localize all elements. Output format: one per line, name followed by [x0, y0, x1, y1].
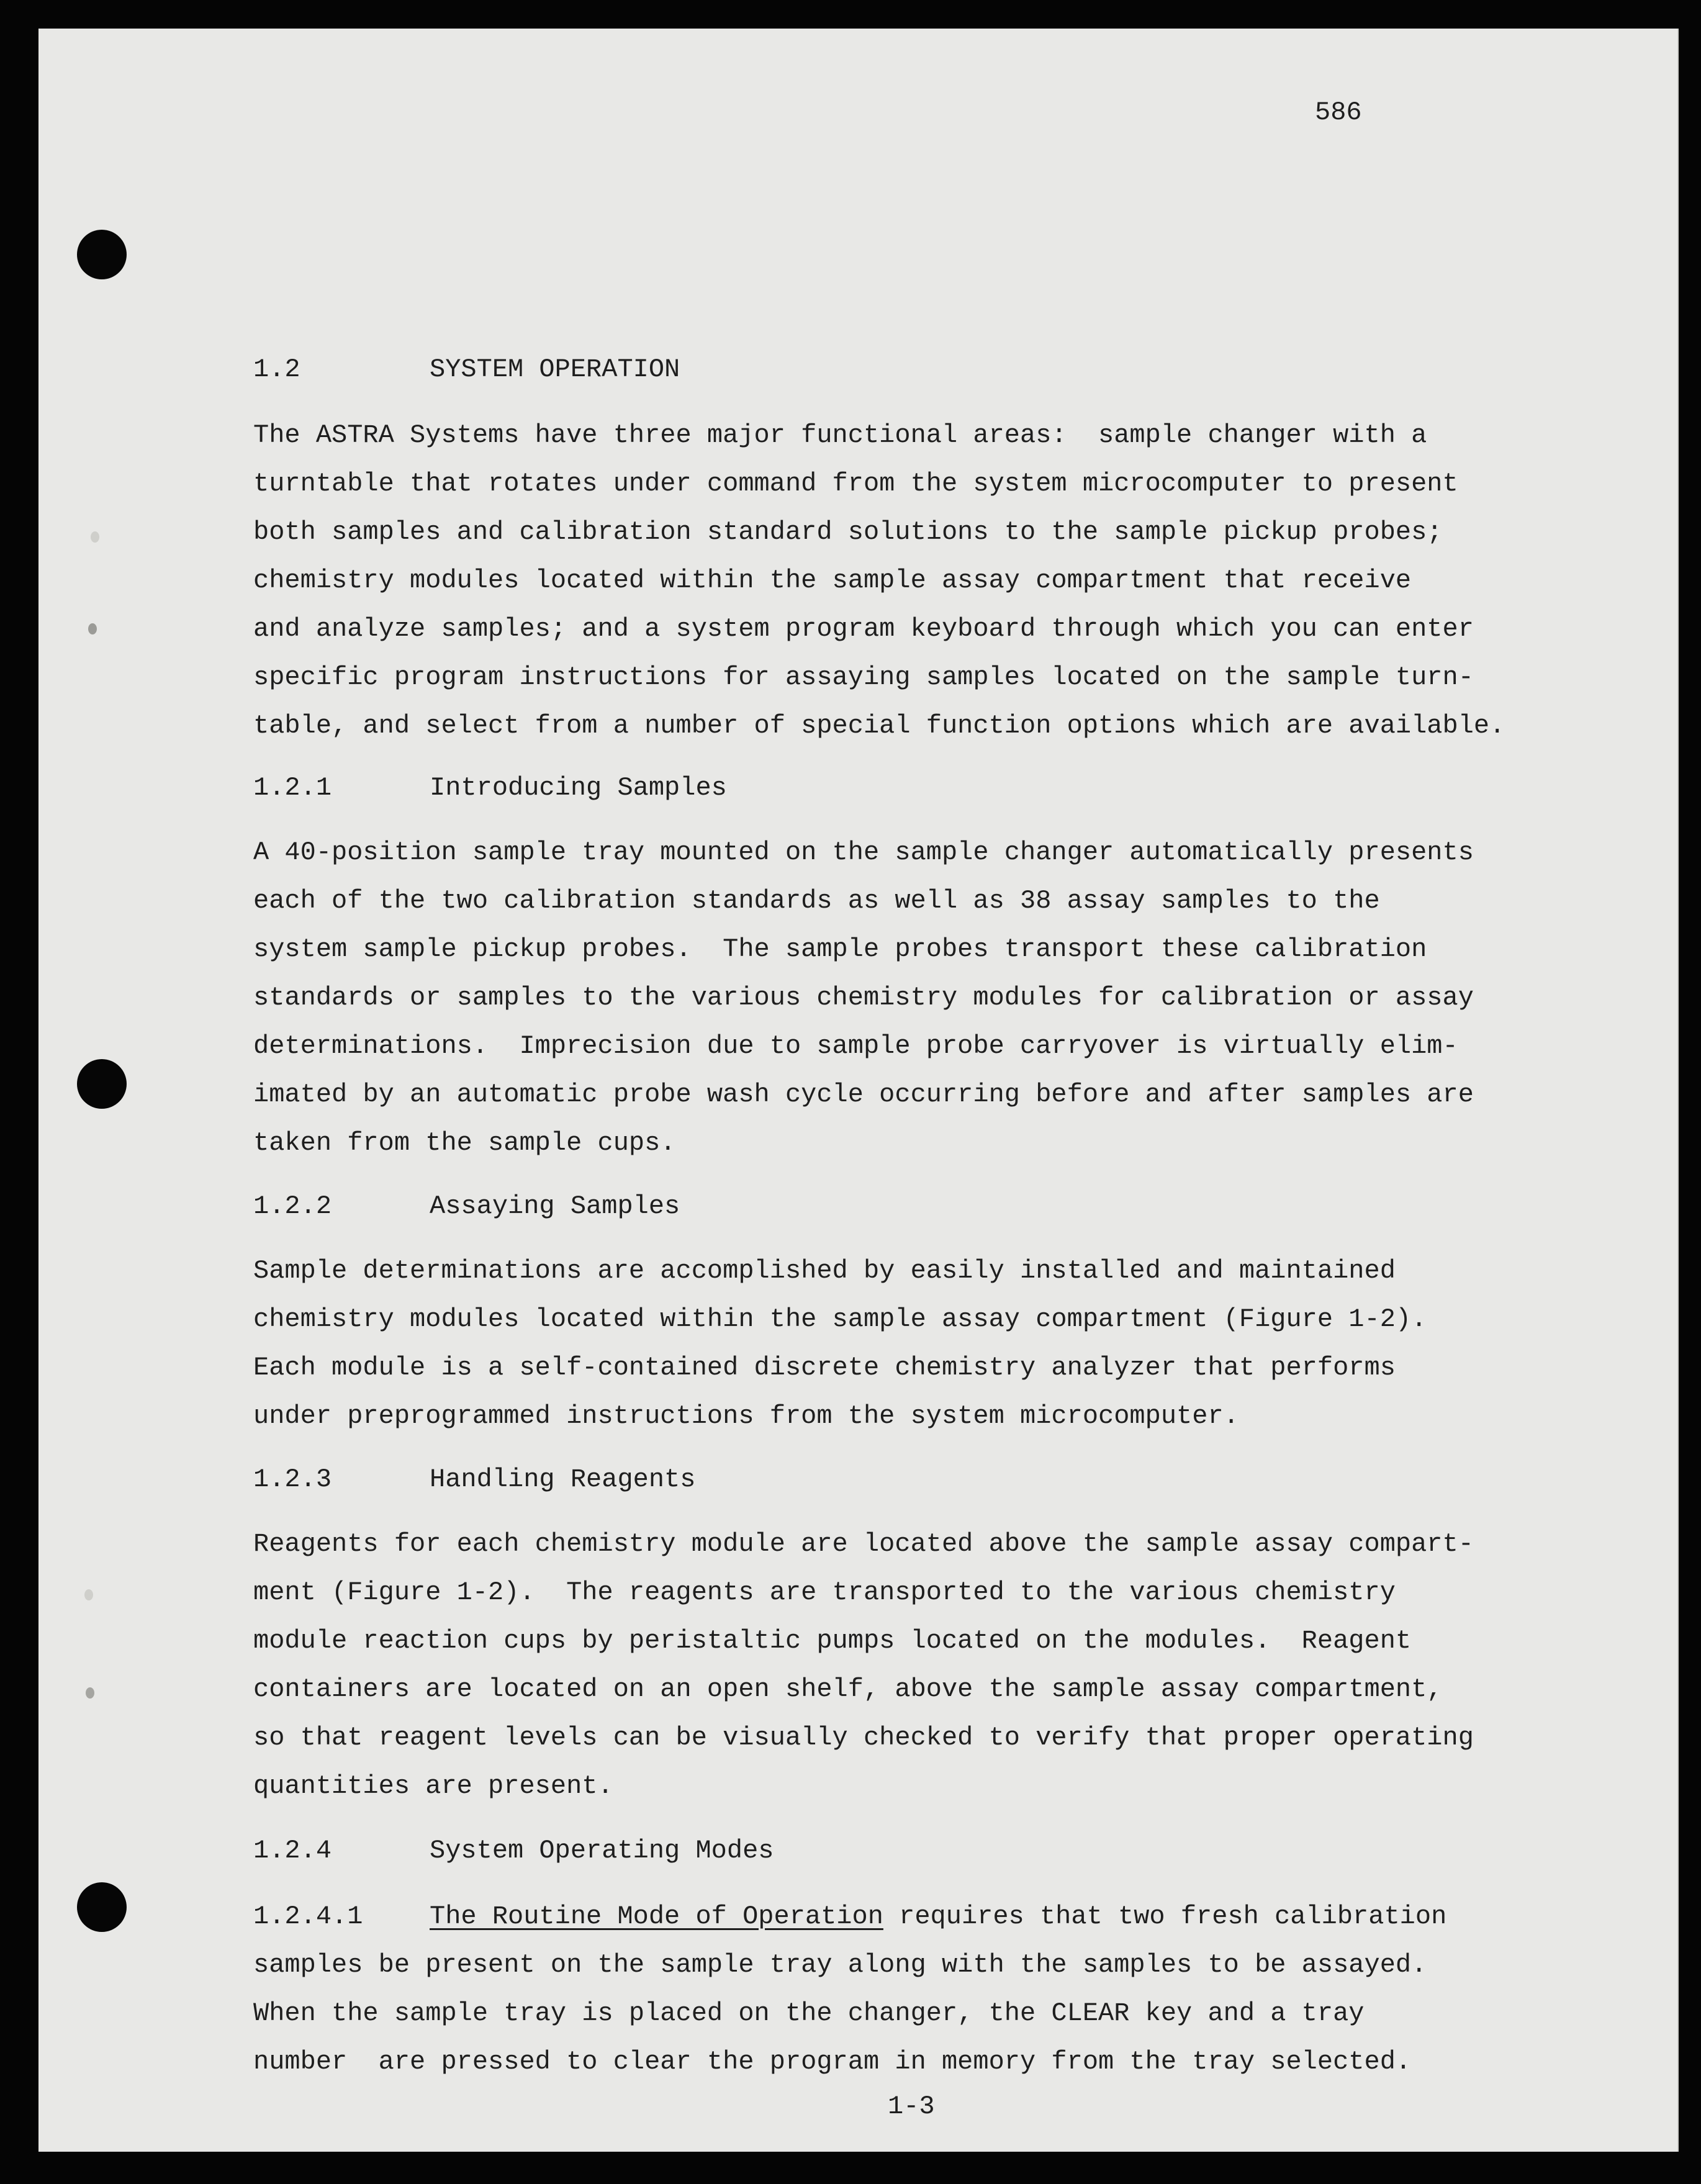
section-title: Handling Reagents: [430, 1464, 696, 1494]
section-number: 1.2.4: [253, 1836, 332, 1866]
paragraph-line: chemistry modules located within the sample assay compartment (Figure 1-2).: [253, 1304, 1427, 1334]
paragraph-line: When the sample tray is placed on the changer, the CLEAR key and a tray: [253, 1998, 1365, 2028]
footer-page-number: 1-3: [888, 2091, 935, 2121]
paragraph-line: each of the two calibration standards as well as 38 assay samples to the: [253, 886, 1380, 916]
paper-mark: [88, 623, 97, 634]
paragraph-line: both samples and calibration standard solutions to the sample pickup probes;: [253, 517, 1443, 547]
page-number: 586: [1315, 97, 1362, 127]
paragraph-line: samples be present on the sample tray along with the samples to be assayed.: [253, 1950, 1427, 1980]
paragraph-line: imated by an automatic probe wash cycle occurring before and after samples are: [253, 1080, 1474, 1109]
section-number: 1.2.2: [253, 1191, 332, 1221]
paragraph-line: and analyze samples; and a system program keyboard through which you can enter: [253, 614, 1474, 644]
paragraph-line: requires that two fresh calibration: [883, 1902, 1447, 1931]
paragraph-line: determinations. Imprecision due to sample probe carryover is virtually elim-: [253, 1031, 1458, 1061]
section-number: 1.2: [253, 354, 300, 384]
paragraph-line: module reaction cups by peristaltic pumps located on the modules. Reagent: [253, 1626, 1412, 1656]
subsection-title: The Routine Mode of Operation: [430, 1902, 883, 1931]
paper-mark: [91, 531, 99, 543]
paragraph-line: Each module is a self-contained discrete chemistry analyzer that performs: [253, 1353, 1396, 1383]
section-number: 1.2.1: [253, 773, 332, 803]
section-title: SYSTEM OPERATION: [430, 354, 680, 384]
paragraph-line: turntable that rotates under command from the system microcomputer to present: [253, 469, 1458, 499]
paragraph-line: standards or samples to the various chemistry modules for calibration or assay: [253, 983, 1474, 1013]
paragraph-line: under preprogrammed instructions from the system microcomputer.: [253, 1401, 1239, 1431]
subsection-first-line: [430, 1903, 1446, 1929]
paragraph-line: Sample determinations are accomplished by easily installed and maintained: [253, 1256, 1396, 1286]
paragraph-line: containers are located on an open shelf, above the sample assay compartment,: [253, 1674, 1443, 1704]
binder-hole-middle: [77, 1059, 127, 1109]
paragraph-line: The ASTRA Systems have three major functional areas: sample changer with a: [253, 420, 1427, 450]
subsection-number: 1.2.4.1: [253, 1902, 363, 1931]
paragraph-line: number are pressed to clear the program in memory from the tray selected.: [253, 2047, 1412, 2077]
paragraph-line: taken from the sample cups.: [253, 1128, 676, 1158]
paragraph-line: chemistry modules located within the sample assay compartment that receive: [253, 566, 1412, 595]
paper-mark: [86, 1687, 94, 1699]
paragraph-line: so that reagent levels can be visually checked to verify that proper operating: [253, 1723, 1474, 1753]
paragraph-line: A 40-position sample tray mounted on the sample changer automatically presents: [253, 837, 1474, 867]
binder-hole-top: [77, 230, 127, 279]
paragraph-line: Reagents for each chemistry module are located above the sample assay compart-: [253, 1529, 1474, 1559]
binder-hole-bottom: [77, 1882, 127, 1932]
section-title: System Operating Modes: [430, 1836, 774, 1866]
paragraph-line: ment (Figure 1-2). The reagents are transported to the various chemistry: [253, 1577, 1396, 1607]
section-title: Introducing Samples: [430, 773, 727, 803]
paragraph-line: system sample pickup probes. The sample probes transport these calibration: [253, 934, 1427, 964]
paragraph-line: specific program instructions for assaying samples located on the sample turn-: [253, 662, 1474, 692]
paper-mark: [84, 1589, 93, 1600]
paragraph-line: table, and select from a number of special function options which are available.: [253, 711, 1505, 741]
section-title: Assaying Samples: [430, 1191, 680, 1221]
section-number: 1.2.3: [253, 1464, 332, 1494]
paragraph-line: quantities are present.: [253, 1771, 613, 1801]
